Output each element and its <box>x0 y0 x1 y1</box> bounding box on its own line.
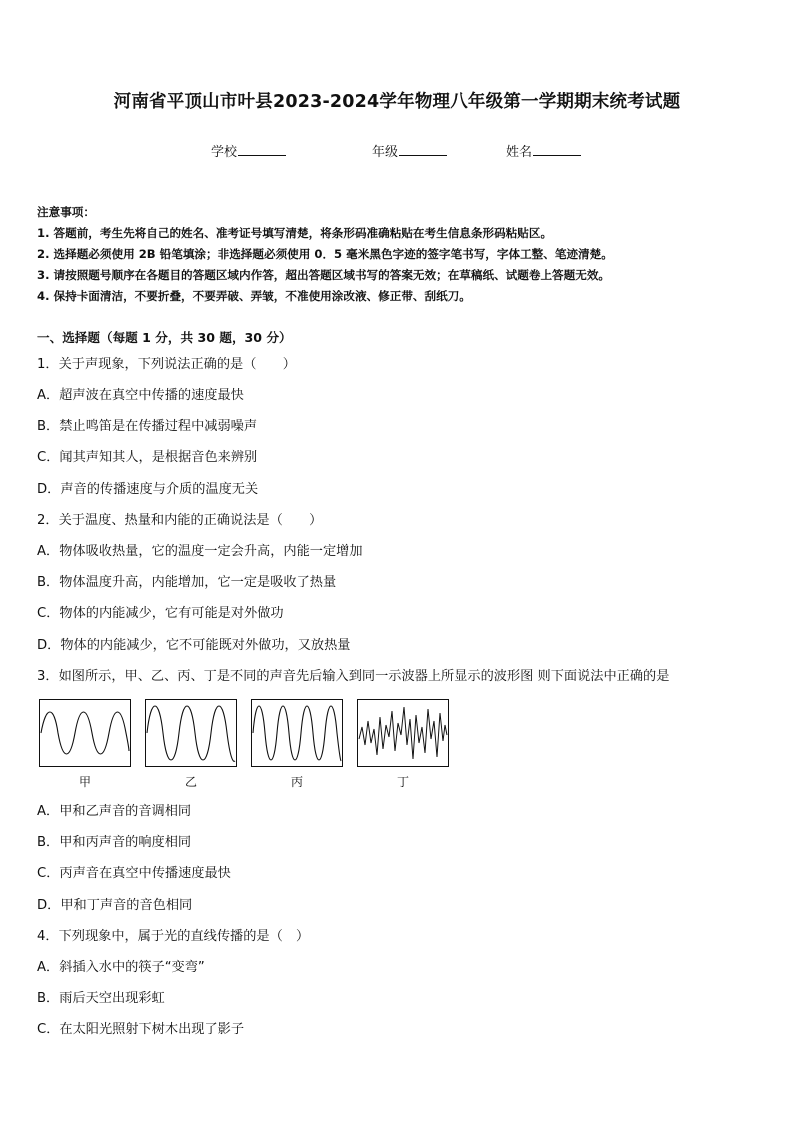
name-field <box>506 141 581 160</box>
name-blank <box>533 143 581 156</box>
question-3-option-c: C．丙声音在真空中传播速度最快 <box>37 866 231 881</box>
question-4-option-a: A．斜插入水中的筷子“变弯” <box>37 960 205 975</box>
question-3-option-b: B．甲和丙声音的响度相同 <box>37 835 192 850</box>
school-label: 学校 <box>211 145 238 160</box>
waveform-label-jia: 甲 <box>78 775 91 789</box>
question-1-option-d: D．声音的传播速度与介质的温度无关 <box>37 482 259 497</box>
waveform-label-yi: 乙 <box>184 775 197 789</box>
notes-block <box>37 202 613 307</box>
question-2-option-d: D．物体的内能减少，它不可能既对外做功，又放热量 <box>37 638 351 653</box>
waveform-bing <box>251 699 343 767</box>
question-1-option-a: A．超声波在真空中传播的速度最快 <box>37 388 244 403</box>
question-4-option-c: C．在太阳光照射下树木出现了影子 <box>37 1022 245 1037</box>
question-1-option-c: C．闻其声知其人，是根据音色来辨别 <box>37 450 258 465</box>
question-2-option-a: A．物体吸收热量，它的温度一定会升高，内能一定增加 <box>37 544 363 559</box>
question-4-stem: 4．下列现象中，属于光的直线传播的是（ ） <box>37 929 310 944</box>
school-blank <box>238 143 286 156</box>
grade-field <box>372 141 447 160</box>
question-2-stem: 2．关于温度、热量和内能的正确说法是（ ） <box>37 513 323 528</box>
question-2-option-c: C．物体的内能减少，它有可能是对外做功 <box>37 606 284 621</box>
grade-blank <box>399 143 447 156</box>
question-1-stem: 1．关于声现象，下列说法正确的是（ ） <box>37 357 296 372</box>
note-item: 1. 答题前，考生先将自己的姓名、准考证号填写清楚，将条形码准确粘贴在考生信息条形码粘贴区。 <box>37 226 553 240</box>
grade-label: 年级 <box>372 145 399 160</box>
waveform-yi <box>145 699 237 767</box>
question-2-option-b: B．物体温度升高，内能增加，它一定是吸收了热量 <box>37 575 337 590</box>
waveform-label-ding: 丁 <box>396 775 409 789</box>
waveform-label-bing: 丙 <box>290 775 303 789</box>
waveform-ding <box>357 699 449 767</box>
name-label: 姓名 <box>506 145 533 160</box>
note-item: 2. 选择题必须使用 2B 铅笔填涂；非选择题必须使用 0．5 毫米黑色字迹的签字笔书写，字体工整、笔迹清楚。 <box>37 247 613 261</box>
question-1-option-b: B．禁止鸣笛是在传播过程中减弱噪声 <box>37 419 258 434</box>
waveform-jia <box>39 699 131 767</box>
question-4-option-b: B．雨后天空出现彩虹 <box>37 991 165 1006</box>
notes-heading: 注意事项： <box>37 205 95 219</box>
note-item: 4. 保持卡面清洁，不要折叠，不要弄破、弄皱，不准使用涂改液、修正带、刮纸刀。 <box>37 289 471 303</box>
school-field <box>211 141 286 160</box>
question-3-option-d: D．甲和丁声音的音色相同 <box>37 898 193 913</box>
note-item: 3. 请按照题号顺序在各题目的答题区域内作答，超出答题区域书写的答案无效；在草稿纸、试题卷上答题无效。 <box>37 268 611 282</box>
question-3-option-a: A．甲和乙声音的音调相同 <box>37 804 192 819</box>
oscilloscope-figure <box>39 699 451 791</box>
question-3-stem: 3．如图所示，甲、乙、丙、丁是不同的声音先后输入到同一示波器上所显示的波形图 则下面说法中正确的是 <box>37 669 670 684</box>
section-heading: 一、选择题（每题 1 分，共 30 题，30 分） <box>37 330 292 345</box>
page-title: 河南省平顶山市叶县2023-2024学年物理八年级第一学期期末统考试题 <box>113 92 681 112</box>
